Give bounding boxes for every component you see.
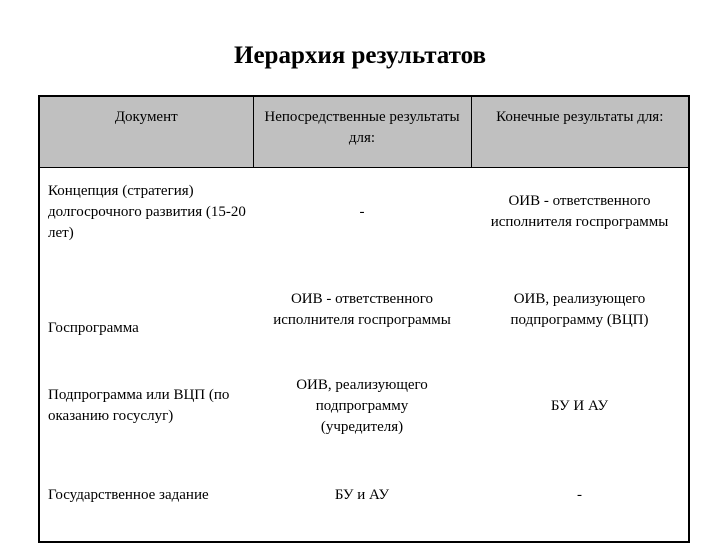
immediate-results-cell: ОИВ, реализующего подпрограмму (учредителя) (253, 364, 471, 449)
immediate-results-cell: - (253, 168, 471, 257)
header-final-results: Конечные результаты для: (471, 96, 689, 168)
final-results-cell: ОИВ - ответственного исполнителя госпрограммы (471, 168, 689, 257)
table-row (39, 168, 689, 257)
document-cell: Государственное задание (48, 486, 209, 503)
final-results-cell: БУ И АУ (471, 364, 689, 449)
header-document: Документ (39, 96, 253, 168)
immediate-results-cell: ОИВ - ответственного исполнителя госпрограммы (253, 257, 471, 364)
final-results-cell: - (577, 486, 582, 503)
table-header-row (39, 96, 689, 168)
immediate-results-cell: БУ и АУ (253, 449, 471, 543)
table-row (39, 257, 689, 364)
final-results-cell: ОИВ, реализующего подпрограмму (ВЦП) (471, 257, 689, 364)
table-row (39, 364, 689, 449)
slide-title: Иерархия результатов (234, 42, 486, 69)
document-cell: Подпрограмма или ВЦП (по оказанию госуслуг) (39, 364, 253, 449)
table-row (39, 449, 689, 543)
document-cell: Концепция (стратегия) долгосрочного развития (15-20 лет) (39, 168, 253, 257)
document-cell: Госпрограмма (39, 257, 253, 364)
header-immediate-results: Непосредственные результаты для: (253, 96, 471, 168)
results-table (38, 95, 690, 543)
